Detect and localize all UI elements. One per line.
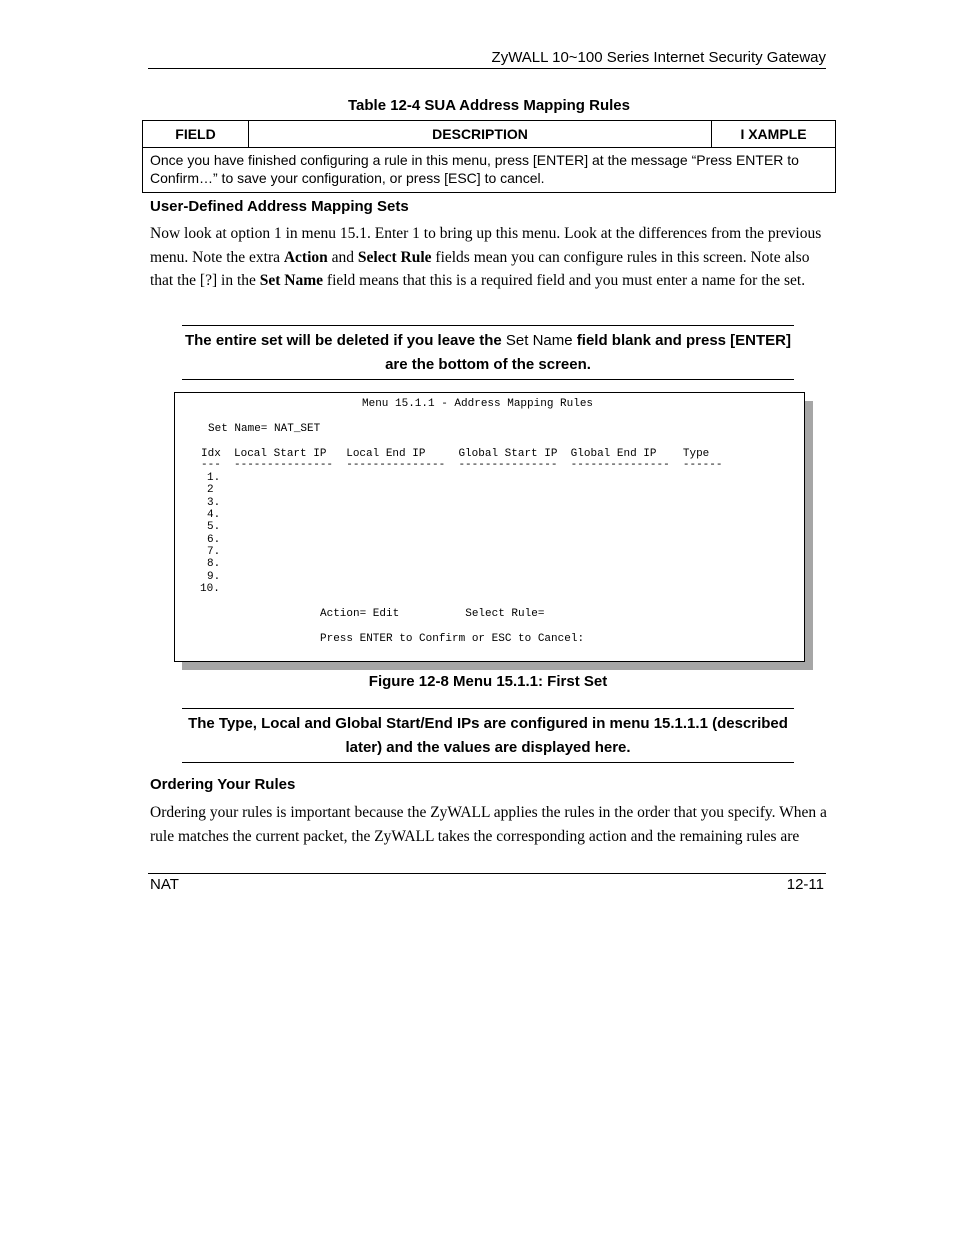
table-title: Table 12-4 SUA Address Mapping Rules [347,97,630,114]
screen-row-idx: 6. [207,534,221,546]
menu-screen [174,392,805,662]
para-bold-action: Action [283,248,328,266]
table-row [143,148,836,193]
screen-row-idx: 7. [207,546,221,558]
section-heading-ordering: Ordering Your Rules [150,776,296,793]
page-header [148,48,826,69]
section-heading-user-defined: User-Defined Address Mapping Sets [150,198,409,215]
screen-row-idx: 1. [207,472,221,484]
para-text: Now look at option 1 in menu 15.1. Enter 1 to bring up this menu. Look at the differences from the previous menu. Note the extra [150,225,822,266]
screen-row-idx: 3. [207,497,221,509]
screen-row-idx: 9. [207,571,221,583]
para-text: and [327,248,358,266]
para-text: field means that this is a required field and you must enter a name for the set. [323,272,806,289]
note-text: field blank and press [ENTER] are the bottom of the screen. [385,332,791,373]
table-header-row [143,121,836,148]
para-bold-select-rule: Select Rule [357,248,432,266]
paragraph-ordering: Ordering your rules is important because the ZyWALL applies the rules in the order that you specify. When a rule matches the current packet, the ZyWALL takes the corresponding action and the remaining rules are [150,804,827,845]
paragraph-user-defined [150,222,828,293]
table-row-text: Once you have finished configuring a rule in this menu, press [ENTER] at the message “Press ENTER to Confirm…” to save your configuration, or press [ESC] to cancel. [143,148,836,193]
screen-action-line: Action= Edit Select Rule= [320,608,545,620]
para-text: fields mean you can configure rules in this screen. Note also that the [?] in the [150,248,810,289]
footer-chapter: NAT [150,876,179,893]
screen-title: Menu 15.1.1 - Address Mapping Rules [362,398,594,410]
note-text: The entire set will be deleted if you leave the [184,332,506,349]
note-set-name: Set Name [505,332,573,349]
screen-row-idx: 8. [207,558,221,570]
footer-page-number: 12-11 [786,876,824,893]
screen-row-idx: 4. [207,509,221,521]
screen-row-idx: 2 [207,484,214,496]
screen-dashes: --- --------------- --------------- --------------- --------------- ------ [201,459,723,471]
header-title: ZyWALL 10~100 Series Internet Security Gateway [491,49,826,66]
sua-mapping-table [142,120,836,193]
screen-columns: Idx Local Start IP Local End IP Global Start IP Global End IP Type [201,448,710,460]
screen-row-idx: 5. [207,521,221,533]
screen-confirm-line: Press ENTER to Confirm or ESC to Cancel: [320,633,585,645]
figure-caption: Figure 12-8 Menu 15.1.1: First Set [368,673,608,690]
screen-set-name: Set Name= NAT_SET [208,423,321,435]
col-field: FIELD [143,121,249,148]
screen-row-idx: 10. [200,583,220,595]
para-bold-set-name: Set Name [259,272,324,289]
note-configured-values: The Type, Local and Global Start/End IPs are configured in menu 15.1.1.1 (described later) and the values are displayed here. [182,708,794,763]
note-delete-warning [182,325,794,380]
col-description: DESCRIPTION [249,121,712,148]
page-footer [148,873,826,896]
col-example: I XAMPLE [712,121,836,148]
